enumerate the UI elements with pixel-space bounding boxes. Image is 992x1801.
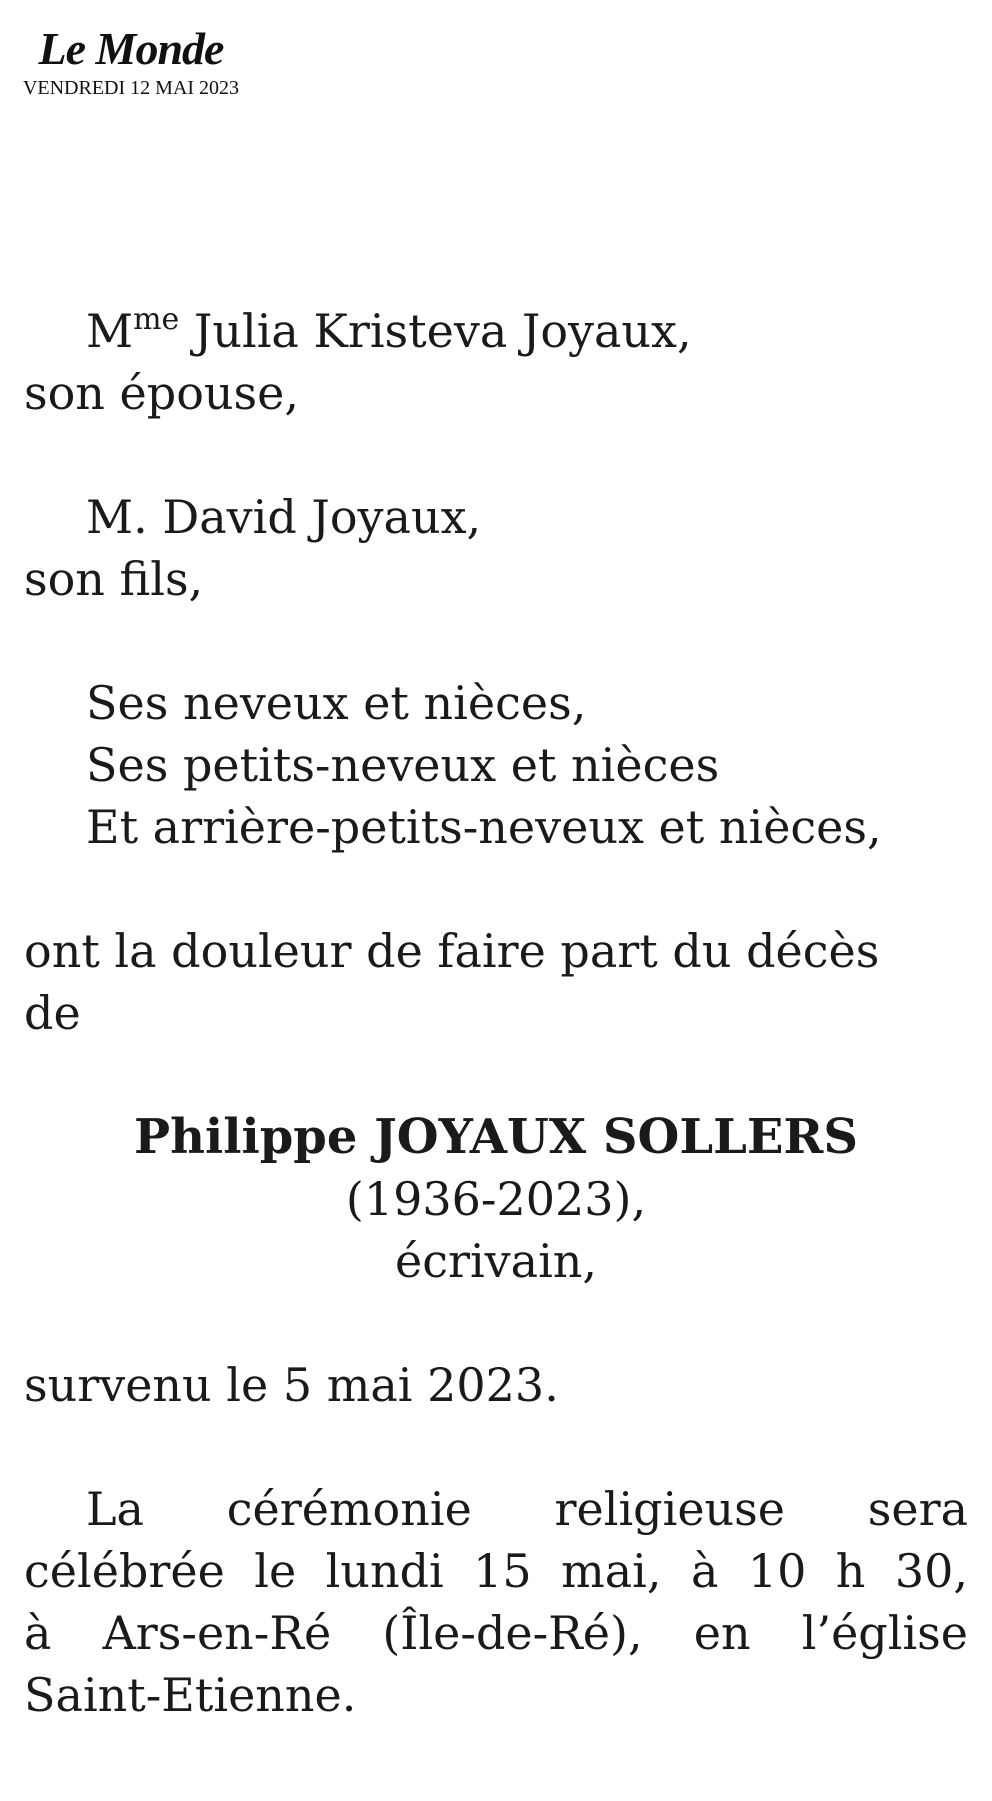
- spacer: [24, 1416, 968, 1478]
- announcement-line: de: [24, 986, 81, 1040]
- death-date: survenu le 5 mai 2023.: [24, 1358, 559, 1412]
- spacer: [24, 1044, 968, 1106]
- deceased-profession: écrivain,: [394, 1234, 598, 1288]
- spouse-title-superscript: me: [133, 302, 180, 337]
- ceremony-line: La cérémonie religieuse sera: [86, 1482, 968, 1536]
- spouse-name-line: [24, 300, 968, 362]
- relatives-line: Ses neveux et nièces,: [86, 676, 587, 730]
- spacer: [24, 610, 968, 672]
- newspaper-logo: Le Monde: [38, 23, 224, 74]
- deceased-name: Philippe JOYAUX SOLLERS: [134, 1109, 858, 1165]
- spouse-title: M: [86, 304, 134, 358]
- spouse-name: Julia Kristeva Joyaux,: [179, 304, 692, 358]
- masthead: [6, 24, 256, 100]
- spacer: [24, 858, 968, 920]
- relatives-line: Et arrière-petits-neveux et nièces,: [86, 800, 882, 854]
- deceased-years: (1936-2023),: [345, 1172, 647, 1226]
- ceremony-line: célébrée le lundi 15 mai, à 10 h 30,: [24, 1544, 968, 1598]
- spouse-relation: son épouse,: [24, 366, 299, 420]
- son-name: M. David Joyaux,: [86, 490, 482, 544]
- ceremony-line: à Ars-en-Ré (Île-de-Ré), en l’église: [24, 1606, 968, 1660]
- obituary-notice: [24, 300, 968, 1726]
- ceremony-last-line: Saint-Etienne.: [24, 1668, 357, 1722]
- spacer: [24, 424, 968, 486]
- relatives-line: Ses petits-neveux et nièces: [86, 738, 720, 792]
- spacer: [24, 1292, 968, 1354]
- son-relation: son fils,: [24, 552, 204, 606]
- publication-date: VENDREDI 12 MAI 2023: [22, 77, 240, 99]
- announcement-line: ont la douleur de faire part du décès: [24, 924, 880, 978]
